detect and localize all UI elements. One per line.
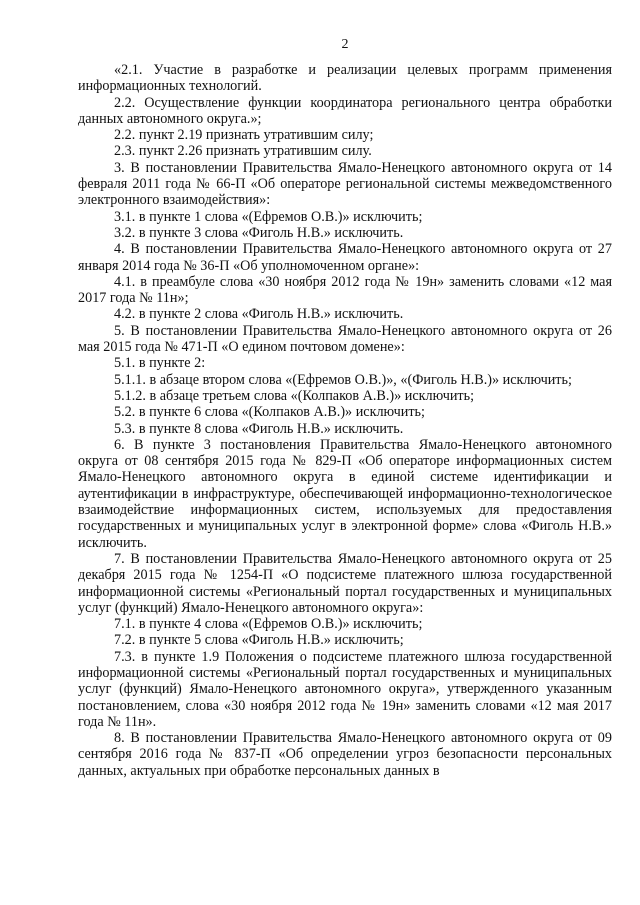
page-number: 2 [341,37,349,52]
paragraph: 4.2. в пункте 2 слова «Фиголь Н.В.» исключить. [114,306,404,323]
paragraph: 7. В постановлении Правительства Ямало-Ненецкого автономного округа от 25 декабря 2015 года № 1254-П «О подсистеме платежного шлюза государственной информационной системы «Региональный портал государственных и муниципальных услуг (функций) Ямало-Ненецкого автономного округа»: [78,550,612,616]
paragraph: 6. В пункте 3 постановления Правительства Ямало-Ненецкого автономного округа от 08 сентября 2015 года № 829-П «Об операторе информационных систем Ямало-Ненецкого автономного округа в единой системе идентификации и аутентификации в инфраструктуре, обеспечивающей информационно-технологическое взаимодействие информационных систем, используемых для предоставления государственных и муниципальных услуг в электронной форме» слова «Фиголь Н.В.» исключить. [78,436,612,551]
paragraph: 5.3. в пункте 8 слова «Фиголь Н.В.» исключить. [114,420,404,437]
paragraph: 3.2. в пункте 3 слова «Фиголь Н.В.» исключить. [114,224,404,241]
paragraph: 5.1. в пункте 2: [114,355,206,372]
paragraph: 4. В постановлении Правительства Ямало-Ненецкого автономного округа от 27 января 2014 года № 36-П «Об уполномоченном органе»: [78,241,612,274]
paragraph: 2.3. пункт 2.26 признать утратившим силу. [114,143,372,160]
paragraph: 5.1.1. в абзаце втором слова «(Ефремов О.В.)», «(Фиголь Н.В.)» исключить; [114,371,572,388]
document-body [78,62,612,779]
paragraph: 7.3. в пункте 1.9 Положения о подсистеме платежного шлюза государственной информационной системы «Региональный портал государственных и муниципальных услуг (функций) Ямало-Ненецкого автономного округа», утвержденного указанным постановлением, слова «30 ноября 2012 года № 19н» заменить словами «12 мая 2017 года № 11н». [78,648,612,730]
paragraph: 7.2. в пункте 5 слова «Фиголь Н.В.» исключить; [114,632,404,649]
paragraph: «2.1. Участие в разработке и реализации целевых программ применения информационных технологий. [78,62,612,95]
paragraph: 3.1. в пункте 1 слова «(Ефремов О.В.)» исключить; [114,208,423,225]
paragraph: 5.1.2. в абзаце третьем слова «(Колпаков А.В.)» исключить; [114,387,475,404]
paragraph: 3. В постановлении Правительства Ямало-Ненецкого автономного округа от 14 февраля 2011 года № 66-П «Об операторе региональной системы межведомственного электронного взаимодействия»: [78,159,612,209]
paragraph: 8. В постановлении Правительства Ямало-Ненецкого автономного округа от 09 сентября 2016 года № 837-П «Об определении угроз безопасности персональных данных, актуальных при обработке персональных данных в [78,730,612,779]
paragraph: 2.2. пункт 2.19 признать утратившим силу; [114,127,374,144]
paragraph: 7.1. в пункте 4 слова «(Ефремов О.В.)» исключить; [114,616,423,633]
paragraph: 5.2. в пункте 6 слова «(Колпаков А.В.)» исключить; [114,404,425,421]
paragraph: 2.2. Осуществление функции координатора регионального центра обработки данных автономного округа.»; [78,94,612,127]
paragraph: 5. В постановлении Правительства Ямало-Ненецкого автономного округа от 26 мая 2015 года № 471-П «О едином почтовом домене»: [78,322,612,356]
paragraph: 4.1. в преамбуле слова «30 ноября 2012 года № 19н» заменить словами «12 мая 2017 года № 11н»; [78,273,612,307]
document-page [78,0,612,905]
